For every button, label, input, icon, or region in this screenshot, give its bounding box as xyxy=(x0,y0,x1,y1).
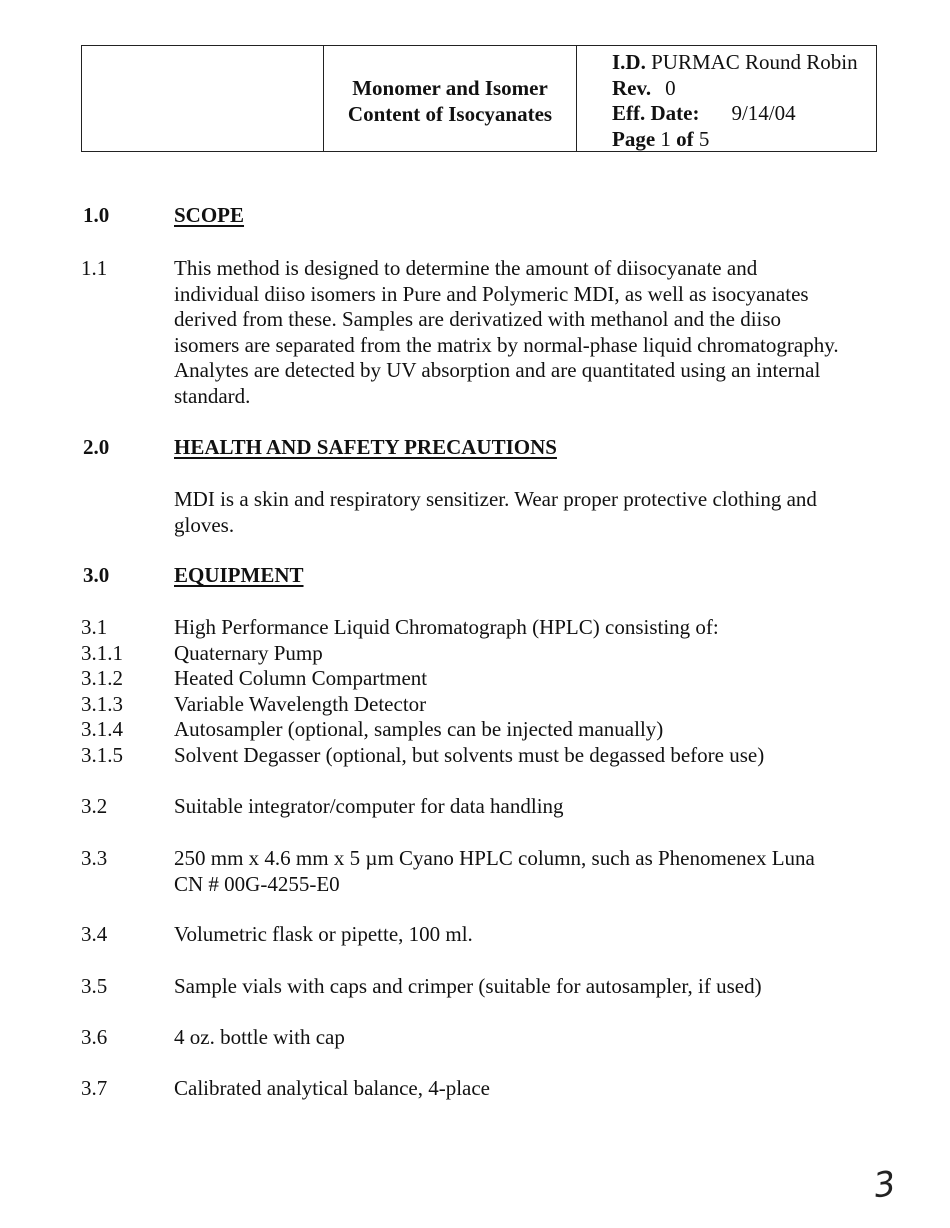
section-number: 3.0 xyxy=(83,563,110,587)
rev-label: Rev. xyxy=(612,75,652,100)
paragraph-line: Analytes are detected by UV absorption and are quantitated using an internal xyxy=(174,358,821,383)
header-blank-cell xyxy=(82,46,324,151)
page-number-value: 1 xyxy=(660,126,671,151)
item-text: Suitable integrator/computer for data handling xyxy=(174,794,564,818)
paragraph-line: isomers are separated from the matrix by normal-phase liquid chromatography. xyxy=(174,332,839,357)
item-number: 3.4 xyxy=(81,922,108,946)
item-number: 3.1.1 xyxy=(81,640,123,665)
document-effective-date xyxy=(612,101,876,127)
item-text: High Performance Liquid Chromatograph (HPLC) consisting of: xyxy=(174,615,719,639)
item-number: 3.3 xyxy=(81,846,108,870)
page-of-label: of xyxy=(676,126,694,151)
item-number: 3.1.2 xyxy=(81,666,123,691)
item-text: Sample vials with caps and crimper (suitable for autosampler, if used) xyxy=(174,974,762,998)
document-info-cell xyxy=(577,46,876,151)
item-text-line: CN # 00G-4255-E0 xyxy=(174,871,340,896)
item-text: Autosampler (optional, samples can be injected manually) xyxy=(174,717,664,742)
rev-value: 0 xyxy=(665,75,676,100)
page-total-value: 5 xyxy=(698,126,710,151)
section-heading-scope: SCOPE xyxy=(174,203,245,227)
document-id xyxy=(612,50,876,76)
item-text: 4 oz. bottle with cap xyxy=(174,1025,345,1049)
document-header-table xyxy=(81,45,877,152)
id-label: I.D. xyxy=(612,50,646,74)
item-text: Variable Wavelength Detector xyxy=(174,691,427,716)
paragraph-line: standard. xyxy=(174,383,251,408)
id-value: PURMAC Round Robin xyxy=(651,50,858,74)
item-text: Heated Column Compartment xyxy=(174,666,428,691)
item-number: 3.1.4 xyxy=(81,717,123,742)
paragraph-line: derived from these. Samples are derivatized with methanol and the diiso xyxy=(174,307,782,332)
section-number: 1.0 xyxy=(83,203,110,227)
item-number: 3.1.5 xyxy=(81,743,123,767)
document-revision xyxy=(612,76,876,102)
paragraph-line: gloves. xyxy=(174,512,235,537)
item-text: Quaternary Pump xyxy=(174,640,323,665)
item-text: Volumetric flask or pipette, 100 ml. xyxy=(174,922,473,946)
health-paragraph xyxy=(174,487,886,538)
section-heading-health-safety: HEALTH AND SAFETY PRECAUTIONS xyxy=(174,435,557,459)
eff-date-label: Eff. Date: xyxy=(612,101,700,125)
handwritten-page-mark: 3 xyxy=(871,1163,899,1207)
document-title-cell xyxy=(324,46,577,151)
item-text-line: 250 mm x 4.6 mm x 5 µm Cyano HPLC column, such as Phenomenex Luna xyxy=(174,846,815,870)
section-number: 2.0 xyxy=(83,435,110,459)
paragraph-line: individual diiso isomers in Pure and Polymeric MDI, as well as isocyanates xyxy=(174,281,809,306)
item-number: 3.1 xyxy=(81,615,108,639)
item-number: 3.1.3 xyxy=(81,691,123,716)
document-page-number xyxy=(612,127,876,153)
document-title-line-2: Content of Isocyanates xyxy=(347,101,553,126)
eff-date-value: 9/14/04 xyxy=(731,101,796,125)
item-number: 1.1 xyxy=(81,256,108,280)
paragraph-line: This method is designed to determine the amount of diisocyanate and xyxy=(174,256,758,280)
paragraph-line: MDI is a skin and respiratory sensitizer. Wear proper protective clothing and xyxy=(174,487,817,511)
item-text: Calibrated analytical balance, 4-place xyxy=(174,1076,490,1100)
item-text: Solvent Degasser (optional, but solvents must be degassed before use) xyxy=(174,743,765,767)
scope-paragraph xyxy=(174,256,886,410)
section-heading-equipment: EQUIPMENT xyxy=(174,563,304,587)
item-number: 3.5 xyxy=(81,974,108,998)
page-label: Page xyxy=(612,126,656,151)
document-title-line-1: Monomer and Isomer xyxy=(352,75,548,100)
item-text xyxy=(174,846,886,897)
item-number: 3.6 xyxy=(81,1025,108,1049)
item-number: 3.7 xyxy=(81,1076,108,1100)
item-number: 3.2 xyxy=(81,794,108,818)
